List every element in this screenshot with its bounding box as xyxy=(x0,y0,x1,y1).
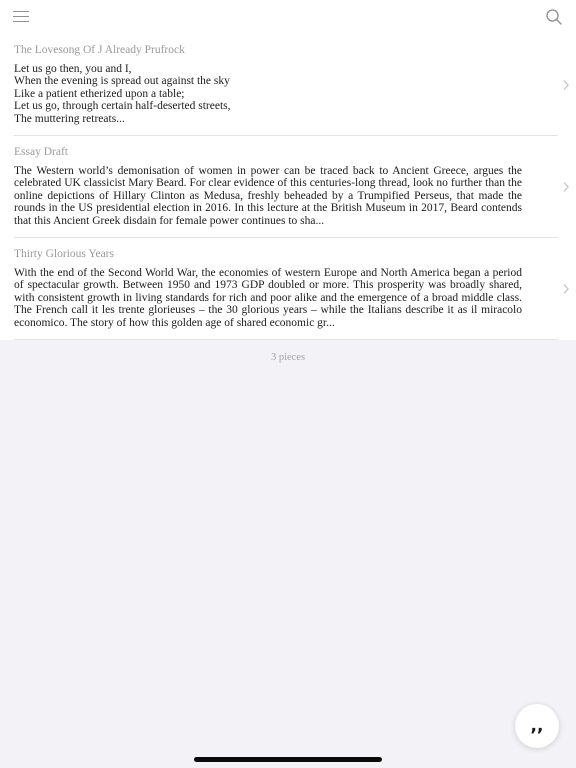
item-title: Thirty Glorious Years xyxy=(14,248,114,261)
search-icon[interactable] xyxy=(545,8,563,26)
item-title: The Lovesong Of J Already Prufrock xyxy=(14,44,185,56)
document-list xyxy=(0,34,576,340)
toolbar xyxy=(0,0,576,34)
excerpt-line: Like a patient etherized upon a table; xyxy=(14,87,185,100)
list-item[interactable] xyxy=(14,34,558,136)
home-indicator[interactable] xyxy=(194,757,382,762)
excerpt-line: Let us go then, you and I, xyxy=(14,63,132,75)
item-excerpt xyxy=(14,63,522,125)
chevron-right-icon xyxy=(562,283,570,295)
item-excerpt: With the end of the Second World War, the economies of western Europe and North America began a period of spectacular growth. Between 1950 and 1973 GDP doubled or more. This prosperity was broadly shared, with consistent growth in living standards for rich and poor alike and the emergence of a broad middle class. The French call it les trente glorieuses – the 30 glorious years – while the Italians describe it as il miracolo economico. The story of how this golden age of shared economic gr... xyxy=(14,267,522,329)
list-item[interactable] xyxy=(14,136,558,238)
chevron-right-icon xyxy=(562,181,570,193)
excerpt-line: The muttering retreats... xyxy=(14,112,125,125)
menu-icon[interactable] xyxy=(13,11,29,22)
excerpt-line: Let us go, through certain half-deserted streets, xyxy=(14,100,231,113)
piece-count: 3 pieces xyxy=(270,352,306,364)
list-item[interactable] xyxy=(14,238,558,340)
item-title: Essay Draft xyxy=(14,146,68,159)
chevron-right-icon xyxy=(562,79,570,91)
quote-icon: ,, xyxy=(530,716,544,736)
item-excerpt: The Western world’s demonisation of women in power can be traced back to Ancient Greece, argues the celebrated UK classicist Mary Beard. For clear evidence of this centuries-long thread, look no further than the online depictions of Hillary Clinton as Medusa, freshly beheaded by a Trumpified Perseus, that made the rounds in the US presidential election in 2016. In this lecture at the British Museum in 2017, Beard contends that this Ancient Greek disdain for female power continues to sha... xyxy=(14,165,522,227)
document-list-panel xyxy=(0,0,576,340)
excerpt-line: When the evening is spread out against the sky xyxy=(14,75,230,88)
new-piece-button[interactable] xyxy=(515,704,559,748)
